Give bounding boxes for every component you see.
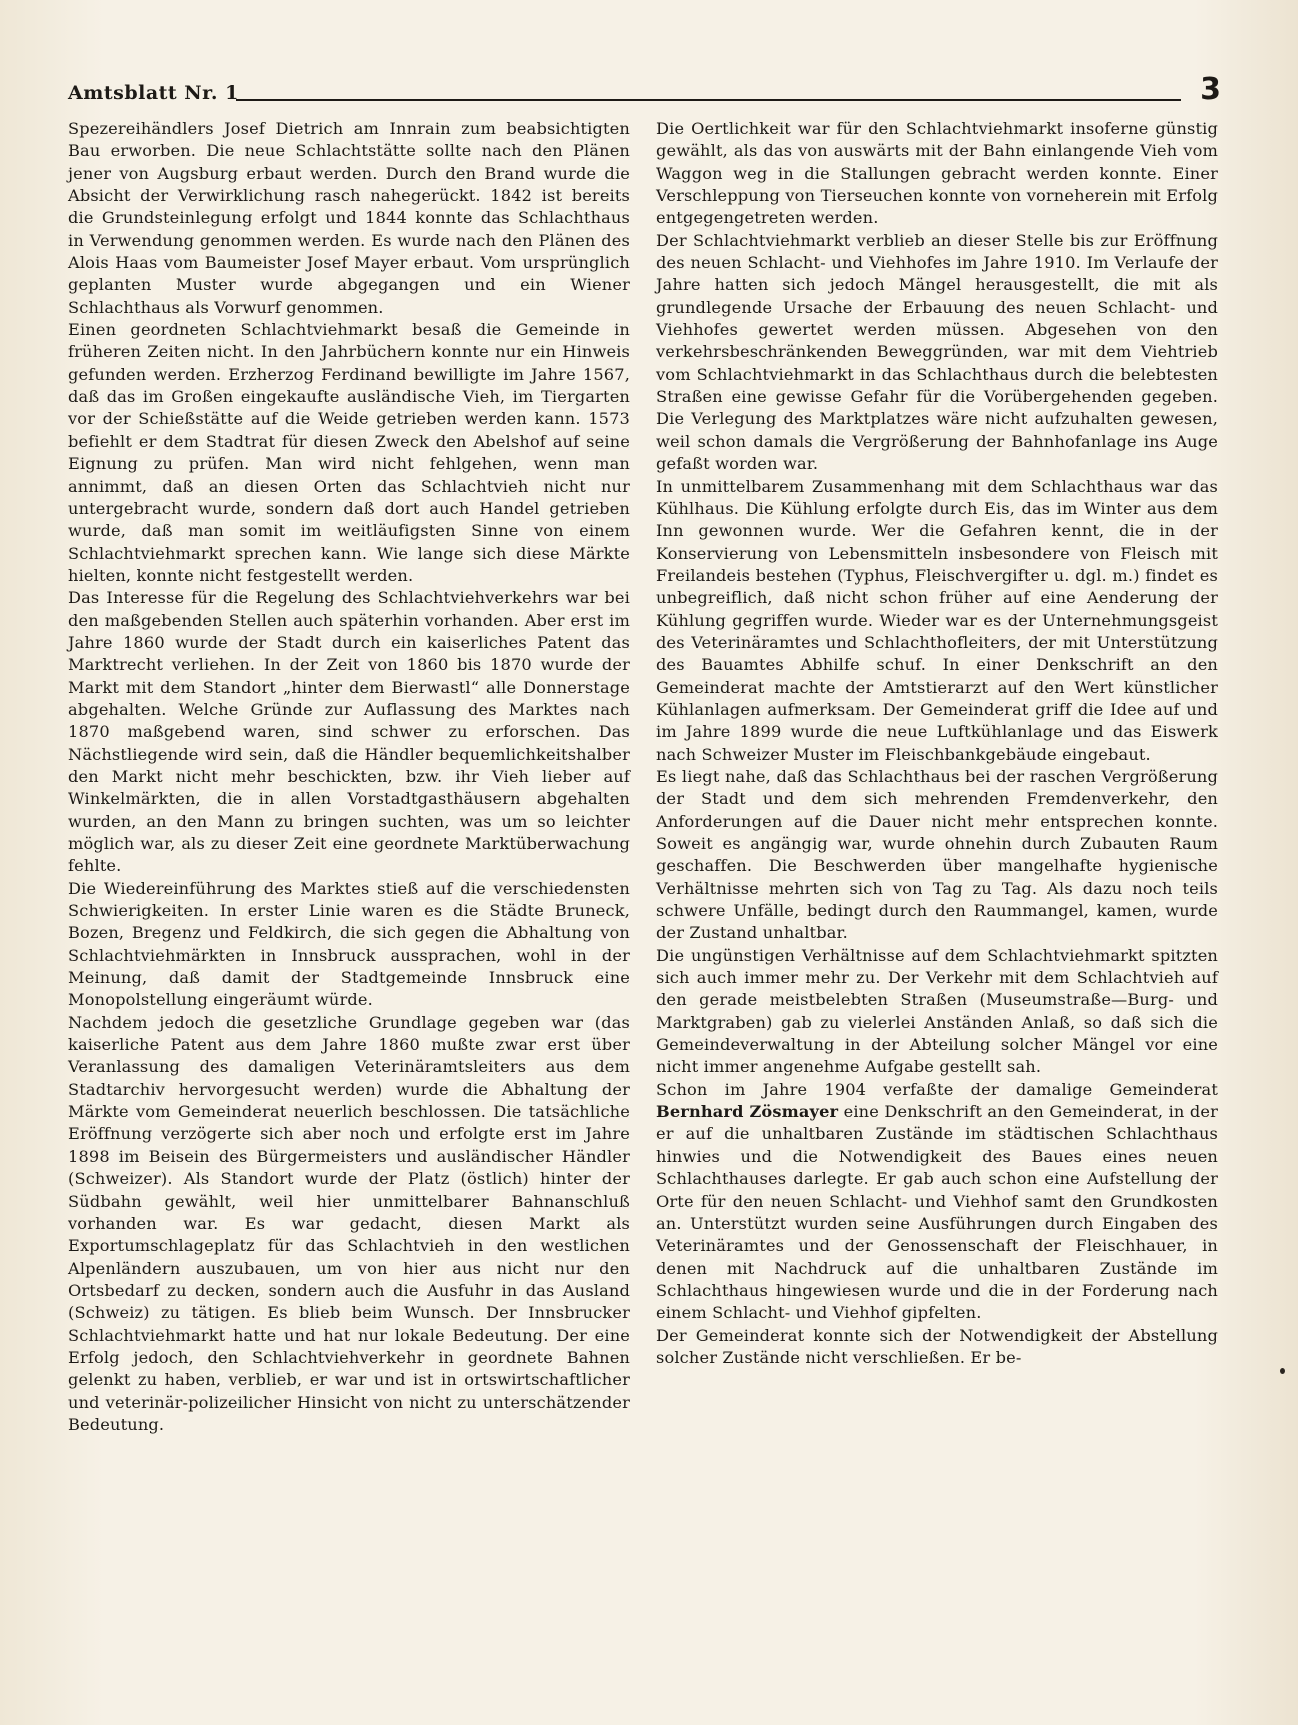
page-header xyxy=(68,72,1223,108)
header-rule xyxy=(236,99,1181,101)
paragraph: Nachdem jedoch die gesetzliche Grundlage gegeben war (das kaiserliche Patent aus dem Jahre 1860 mußte zwar erst über Veranlassung des damaligen Veterinäramtsleiters aus dem Stadtarchiv hervorgesucht werden) wurde die Abhaltung der Märkte vom Gemeinderat neuerlich beschlossen. Die tatsächliche Eröffnung verzögerte sich aber noch und erfolgte erst im Jahre 1898 im Beisein des Bürgermeisters und ausländischer Händler (Schweizer). Als Standort wurde der Platz (östlich) hinter der Südbahn gewählt, weil hier unmittelbarer Bahnanschluß vorhanden war. Es war gedacht, diesen Markt als Exportumschlageplatz für das Schlachtvieh in den westlichen Alpenländern auszubauen, um von hier aus nicht nur den Ortsbedarf zu decken, sondern auch die Ausfuhr in das Ausland (Schweiz) zu tätigen. Es blieb beim Wunsch. Der Innsbrucker Schlachtviehmarkt hatte und hat nur lokale Bedeutung. Der eine Erfolg jedoch, den Schlachtviehverkehr in geordnete Bahnen gelenkt zu haben, verblieb, er war und ist in ortswirtschaftlicher und veterinär-polizeilicher Hinsicht von nicht zu unterschätzender Bedeutung. xyxy=(68,1012,630,1434)
paragraph-text: eine Denkschrift an den Gemeinderat, in der er auf die unhaltbaren Zustände im städtischen Schlachthaus hinwies und die Notwendigkeit des Baues eines neuen Schlachthauses darlegte. Er gab auch schon eine Aufstellung der Orte für den neuen Schlacht- und Viehhof samt den Grundkosten an. Unterstützt wurden seine Ausführungen durch Eingaben des Veterinäramtes und der Genossenschaft der Fleischhauer, in denen mit Nachdruck auf die unhaltbaren Zustände im Schlachthaus hingewiesen wurde und die in der Forderung nach einem Schlacht- und Viehhof gipfelten. xyxy=(656,1102,1218,1323)
paragraph: Die Wiedereinführung des Marktes stieß auf die verschiedensten Schwierigkeiten. In erster Linie waren es die Städte Bruneck, Bozen, Bregenz und Feldkirch, die sich gegen die Abhaltung von Schlachtviehmärkten in Innsbruck aussprachen, wohl in der Meinung, daß damit der Stadtgemeinde Innsbruck eine Monopolstellung eingeräumt würde. xyxy=(68,878,630,1010)
paragraph: Der Gemeinderat konnte sich der Notwendigkeit der Abstellung solcher Zustände nicht verschließen. Er be- xyxy=(656,1325,1218,1367)
paragraph: In unmittelbarem Zusammenhang mit dem Schlachthaus war das Kühlhaus. Die Kühlung erfolgte durch Eis, das im Winter aus dem Inn gewonnen wurde. Wer die Gefahren kennt, die in der Konservierung von Lebensmitteln insbesondere von Fleisch mit Freilandeis bestehen (Typhus, Fleischvergifter u. dgl. m.) findet es unbegreiflich, daß nicht schon früher auf eine Aenderung der Kühlung gegriffen wurde. Wieder war es der Unternehmungsgeist des Veterinäramtes und Schlachthofleiters, der mit Unterstützung des Bauamtes Abhilfe schuf. In einer Denkschrift an den Gemeinderat machte der Amtstierarzt auf den Wert künstlicher Kühlanlagen aufmerksam. Der Gemeinderat griff die Idee auf und im Jahre 1899 wurde die neue Luftkühlanlage und das Eiswerk nach Schweizer Muster im Fleischbankgebäude eingebaut. xyxy=(656,476,1218,764)
paragraph-text: Schon im Jahre 1904 verfaßte der damalige Gemeinderat xyxy=(656,1079,1218,1099)
paragraph: Es liegt nahe, daß das Schlachthaus bei der raschen Vergrößerung der Stadt und dem sich mehrenden Fremdenverkehr, den Anforderungen auf die Dauer nicht mehr entsprechen konnte. Soweit es angängig war, wurde ohnehin durch Zubauten Raum geschaffen. Die Beschwerden über mangelhafte hygienische Verhältnisse mehrten sich von Tag zu Tag. Als dazu noch teils schwere Unfälle, bedingt durch den Raummangel, kamen, wurde der Zustand unhaltbar. xyxy=(656,766,1218,943)
paragraph: Die Oertlichkeit war für den Schlachtviehmarkt insoferne günstig gewählt, als das von auswärts mit der Bahn einlangende Vieh vom Waggon weg in die Stallungen gebracht werden konnte. Einer Verschleppung von Tierseuchen konnte von vorneherein mit Erfolg entgegengetreten werden. xyxy=(656,119,1218,228)
paragraph-with-name xyxy=(656,1079,1218,1325)
paragraph: Der Schlachtviehmarkt verblieb an dieser Stelle bis zur Eröffnung des neuen Schlacht- und Viehhofes im Jahre 1910. Im Verlaufe der Jahre hatten sich jedoch Mängel herausgestellt, die mit als grundlegende Ursache der Erbauung des neuen Schlacht- und Viehhofes gewertet werden müssen. Abgesehen von den verkehrsbeschränkenden Beweggründen, war mit dem Viehtrieb vom Schlachtviehmarkt in das Schlachthaus durch die belebtesten Straßen eine gewisse Gefahr für die Vorübergehenden gegeben. Die Verlegung des Marktplatzes wäre nicht aufzuhalten gewesen, weil schon damals die Vergrößerung der Bahnhofanlage ins Auge gefaßt worden war. xyxy=(656,230,1218,474)
left-column xyxy=(68,118,630,1436)
person-name: Bernhard Zösmayer xyxy=(656,1102,839,1122)
paragraph: Spezereihändlers Josef Dietrich am Innrain zum beabsichtigten Bau erworben. Die neue Schlachtstätte sollte nach den Plänen jener von Augsburg erbaut werden. Durch den Brand wurde die Absicht der Verwirklichung rasch nahegerückt. 1842 ist bereits die Grundsteinlegung erfolgt und 1844 konnte das Schlachthaus in Verwendung genommen werden. Es wurde nach den Plänen des Alois Haas vom Baumeister Josef Mayer erbaut. Vom ursprünglich geplanten Muster wurde abgegangen und ein Wiener Schlachthaus als Vorwurf genommen. xyxy=(68,119,630,317)
right-column xyxy=(656,118,1218,1369)
paragraph: Die ungünstigen Verhältnisse auf dem Schlachtviehmarkt spitzten sich auch immer mehr zu. Der Verkehr mit dem Schlachtvieh auf den gerade meistbelebten Straßen (Museumstraße—Burg- und Marktgraben) gab zu vielerlei Anständen Anlaß, so daß sich die Gemeindeverwaltung in der Abteilung solcher Mängel vor eine nicht immer angenehme Aufgabe gestellt sah. xyxy=(656,945,1218,1077)
paragraph: Einen geordneten Schlachtviehmarkt besaß die Gemeinde in früheren Zeiten nicht. In den Jahrbüchern konnte nur ein Hinweis gefunden werden. Erzherzog Ferdinand bewilligte im Jahre 1567, daß das im Großen eingekaufte ausländische Vieh, im Tiergarten vor der Schießstätte auf die Weide getrieben werden kann. 1573 befiehlt er dem Stadtrat für diesen Zweck den Abelshof auf seine Eignung zu prüfen. Man wird nicht fehlgehen, wenn man annimmt, daß an diesen Orten das Schlachtvieh nicht nur untergebracht wurde, sondern daß dort auch Handel getrieben wurde, daß man somit im weitläufigsten Sinne von einem Schlachtviehmarkt sprechen kann. Wie lange sich diese Märkte hielten, konnte nicht festgestellt werden. xyxy=(68,320,630,585)
publication-title: Amtsblatt Nr. 1 xyxy=(68,82,239,104)
print-speck xyxy=(1280,1368,1285,1374)
paragraph: Das Interesse für die Regelung des Schlachtviehverkehrs war bei den maßgebenden Stellen auch späterhin vorhanden. Aber erst im Jahre 1860 wurde der Stadt durch ein kaiserliches Patent das Marktrecht verliehen. In der Zeit von 1860 bis 1870 wurde der Markt mit dem Standort „hinter dem Bierwastl“ alle Donnerstage abgehalten. Welche Gründe zur Auflassung des Marktes nach 1870 maßgebend waren, sind schwer zu erforschen. Das Nächstliegende wird sein, daß die Händler bequemlichkeitshalber den Markt nicht mehr beschickten, bzw. ihr Vieh lieber auf Winkelmärkten, die in allen Vorstadtgasthäusern abgehalten wurden, an den Mann zu bringen suchten, was um so leichter möglich war, als zu dieser Zeit eine geordnete Marktüberwachung fehlte. xyxy=(68,588,630,876)
page-number: 3 xyxy=(1200,72,1221,107)
